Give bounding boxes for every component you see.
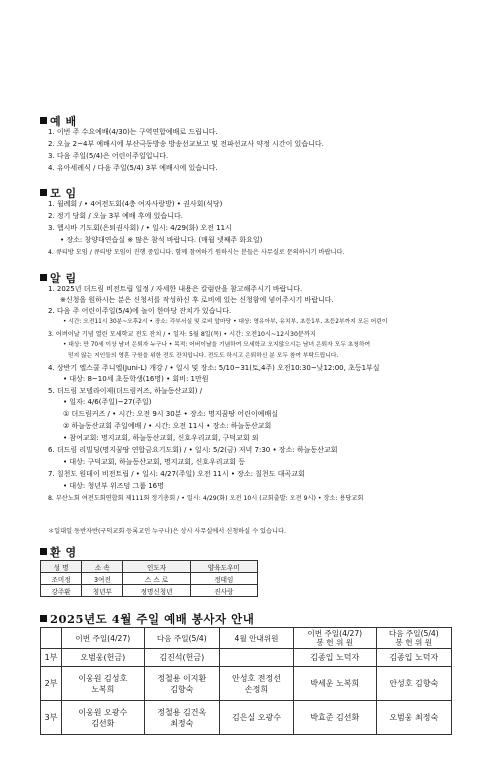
table-header-row bbox=[41, 628, 452, 649]
table-cell bbox=[220, 649, 294, 667]
notice-item: • 일자: 4/6(주일)~27(주일) bbox=[63, 398, 152, 406]
table-cell: 오범웅(헌금) bbox=[62, 649, 145, 667]
table-cell: 이웅원 김성호 노복희 bbox=[62, 667, 145, 701]
meetings-section-title: 모 임 bbox=[40, 185, 77, 201]
square-bullet-icon bbox=[40, 189, 47, 196]
square-bullet-icon bbox=[40, 615, 47, 622]
notice-item: 2. 다음 주 어린이주일(5/4)에 놀이 한마당 잔치가 있습니다. bbox=[48, 307, 232, 315]
table-header-cell: 이번 주일(4/27) bbox=[62, 628, 145, 649]
notice-item: 8. 부산노회 여전도회연합회 제111회 정기총회 / • 일시: 4/29(화) 오전 10시 (교회출발: 오전 9시) • 장소: 용당교회 bbox=[48, 495, 364, 502]
meeting-item: 3. 헵시바 기도회(은퇴권사회) / • 일시: 4/29(화) 오전 11시 bbox=[48, 224, 232, 232]
square-bullet-icon bbox=[40, 274, 47, 281]
notice-item: • 대상: 구덕교회, 하늘동산교회, 명지교회, 신호우리교회 등 bbox=[63, 458, 246, 466]
table-header-cell: 4월 안내위원 bbox=[220, 628, 294, 649]
welcome-section-title: 환 영 bbox=[40, 544, 77, 560]
meeting-item: • 장소: 창양대연습실 ※ 많은 참석 바랍니다. (매월 넷째주 화요일) bbox=[60, 236, 263, 244]
table-cell: 박세운 노복희 bbox=[293, 667, 376, 701]
notice-item: 6. 더드림 리빌딩(명지꿈땅 연합금요기도회) / • 일시: 5/2(금) 저녁 7:30 • 장소: 하늘동산교회 bbox=[48, 446, 338, 454]
row-label: 1부 bbox=[41, 649, 62, 667]
table-header-cell: 다음 주일(5/4) bbox=[144, 628, 219, 649]
worship-item: 1. 이번 주 수요예배(4/30)는 구역연합예배로 드립니다. bbox=[48, 128, 218, 136]
meeting-item: 1. 월례회 / • 4여전도회(4층 여자사랑방) • 권사회(식당) bbox=[48, 200, 223, 208]
table-header-cell: 양육도우미 bbox=[190, 561, 257, 573]
table-cell: 스 스 로 bbox=[123, 573, 190, 585]
notices-section-title: 알 림 bbox=[40, 270, 77, 286]
table-cell: 김진석(헌금) bbox=[144, 649, 219, 667]
table-header-cell: 소 속 bbox=[82, 561, 123, 573]
table-cell: 청년부 bbox=[82, 585, 123, 597]
square-bullet-icon bbox=[40, 117, 47, 124]
worship-section-title: 예 배 bbox=[40, 113, 77, 129]
table-cell: 정명신청년 bbox=[123, 585, 190, 597]
table-cell: 이웅원 오광수 김선화 bbox=[62, 701, 145, 735]
table-cell: 김종입 노덕자 bbox=[376, 649, 451, 667]
notice-item: ② 하늘동산교회 주일예배 / • 시간: 오전 11시 • 장소: 하늘동산교회 bbox=[63, 422, 272, 430]
notice-item: ※신청을 원하시는 분은 신청서를 작성하신 후 로비에 있는 신청함에 넣어주시기 바랍니다. bbox=[60, 296, 334, 304]
table-cell: 정철용 이지환 김향숙 bbox=[144, 667, 219, 701]
notice-item: • 대상: 청년부 위즈덤 그룹 16명 bbox=[63, 482, 164, 490]
table-header-cell: 이번 주일(4/27) 봉 헌 위 원 bbox=[293, 628, 376, 649]
table-header-cell bbox=[41, 628, 62, 649]
table-cell: 김은실 오광수 bbox=[220, 701, 294, 735]
welcome-table bbox=[40, 560, 258, 597]
row-label: 3부 bbox=[41, 701, 62, 735]
row-label: 2부 bbox=[41, 667, 62, 701]
table-cell: 안성호 김향숙 bbox=[376, 667, 451, 701]
meeting-item: 2. 정기 당회 / 오늘 3부 예배 후에 있습니다. bbox=[48, 212, 183, 220]
table-cell: 정철용 김건옥 최정숙 bbox=[144, 701, 219, 735]
table-cell: 조미정 bbox=[41, 573, 82, 585]
table-cell: 강주환 bbox=[41, 585, 82, 597]
notice-item: 믿지 않는 지인들의 영혼 구원을 위한 전도 잔치입니다. 전도도 하시고 은퇴하신 분 모두 참여 부탁드립니다. bbox=[68, 353, 339, 359]
worship-item: 4. 유아세례식 / 다음 주일(5/4) 3부 예배시에 있습니다. bbox=[48, 164, 218, 172]
notice-item: 4. 상반기 엘스쿨 주니엘(Juni-L) 개강 / • 일시 및 장소: 5/10~31(토,4주) 오전10:30~낮12:00, 초등1부실 bbox=[48, 364, 380, 372]
notice-item: • 대상: 만 70세 이상 남녀 은퇴자 누구나 • 목적: 어버이날을 기념하여 모세학교 오지않으시는 남녀 은퇴자 모두 초청하여 bbox=[63, 342, 371, 348]
table-row bbox=[41, 585, 258, 597]
notice-item: 3. 어버이날 기념 열린 모세학교 전도 잔치 / • 일자: 5월 8일(목) • 시간: 오전10시~12시30분까지 bbox=[48, 331, 316, 338]
meeting-item: 4. 큐티방 모임 / 큐티방 모임이 진행 중입니다. 함께 참여하기 원하시는 분들은 사무실로 문의하시기 바랍니다. bbox=[48, 249, 345, 256]
roster-section-title: 2025년도 4월 주일 예배 봉사자 안내 bbox=[40, 611, 254, 627]
notice-item: 5. 더드림 모델라이제(더드림커즈, 하늘동산교회) / bbox=[48, 387, 203, 395]
table-row bbox=[41, 667, 452, 701]
table-cell: 3여전 bbox=[82, 573, 123, 585]
table-cell: 안성호 전정선 손정희 bbox=[220, 667, 294, 701]
table-row bbox=[41, 573, 258, 585]
square-bullet-icon bbox=[40, 548, 47, 555]
notice-item: • 참여교회: 명지교회, 하늘동산교회, 신호우리교회, 구덕교회 외 bbox=[63, 434, 259, 442]
notice-footnote: ＊일대일 동반자반(구덕교회 등록교인 누구나)은 상시 사무실에서 신청하실 수 있습니다. bbox=[48, 528, 286, 535]
table-row bbox=[41, 701, 452, 735]
notice-item: • 시간: 오전11시 30분~오후2시 • 장소: 각부서실 및 로비 앞마당 • 대상: 영유아부, 유치부, 초등1부, 초등2부까지 모든 어린이 bbox=[63, 319, 388, 325]
table-header-cell: 성 명 bbox=[41, 561, 82, 573]
table-cell: 김종입 노덕자 bbox=[293, 649, 376, 667]
notice-item: ① 더드림커즈 / • 시간: 오전 9시 30분 • 장소: 명지꿈땅 어린이예배실 bbox=[63, 410, 278, 418]
notice-item: 1. 2025년 더드림 비전트립 일정 / 자세한 내용은 칼럼란을 참고해주시기 바랍니다. bbox=[48, 285, 303, 293]
table-cell: 오범웅 최정숙 bbox=[376, 701, 451, 735]
worship-item: 2. 오늘 2~4부 예배시에 부산극동방송 방송선교보고 및 전파선교사 약정 시간이 있습니다. bbox=[48, 140, 324, 148]
worship-item: 3. 다음 주일(5/4)은 어린이주일입니다. bbox=[48, 152, 169, 160]
table-row bbox=[41, 649, 452, 667]
table-cell: 진사랑 bbox=[190, 585, 257, 597]
table-cell: 정태임 bbox=[190, 573, 257, 585]
table-header-cell: 다음 주일(5/4) 봉 헌 위 원 bbox=[376, 628, 451, 649]
roster-table bbox=[40, 627, 452, 735]
table-cell: 박효준 김선화 bbox=[293, 701, 376, 735]
notice-item: 7. 칠천도 원데이 비전트립 / • 일시: 4/27(주일) 오전 11시 • 장소: 칠천도 대곡교회 bbox=[48, 470, 305, 478]
table-header-row bbox=[41, 561, 258, 573]
notice-item: • 대상: 8~10세 초등학생(16명) • 회비: 1만원 bbox=[63, 375, 209, 383]
table-header-cell: 인도자 bbox=[123, 561, 190, 573]
